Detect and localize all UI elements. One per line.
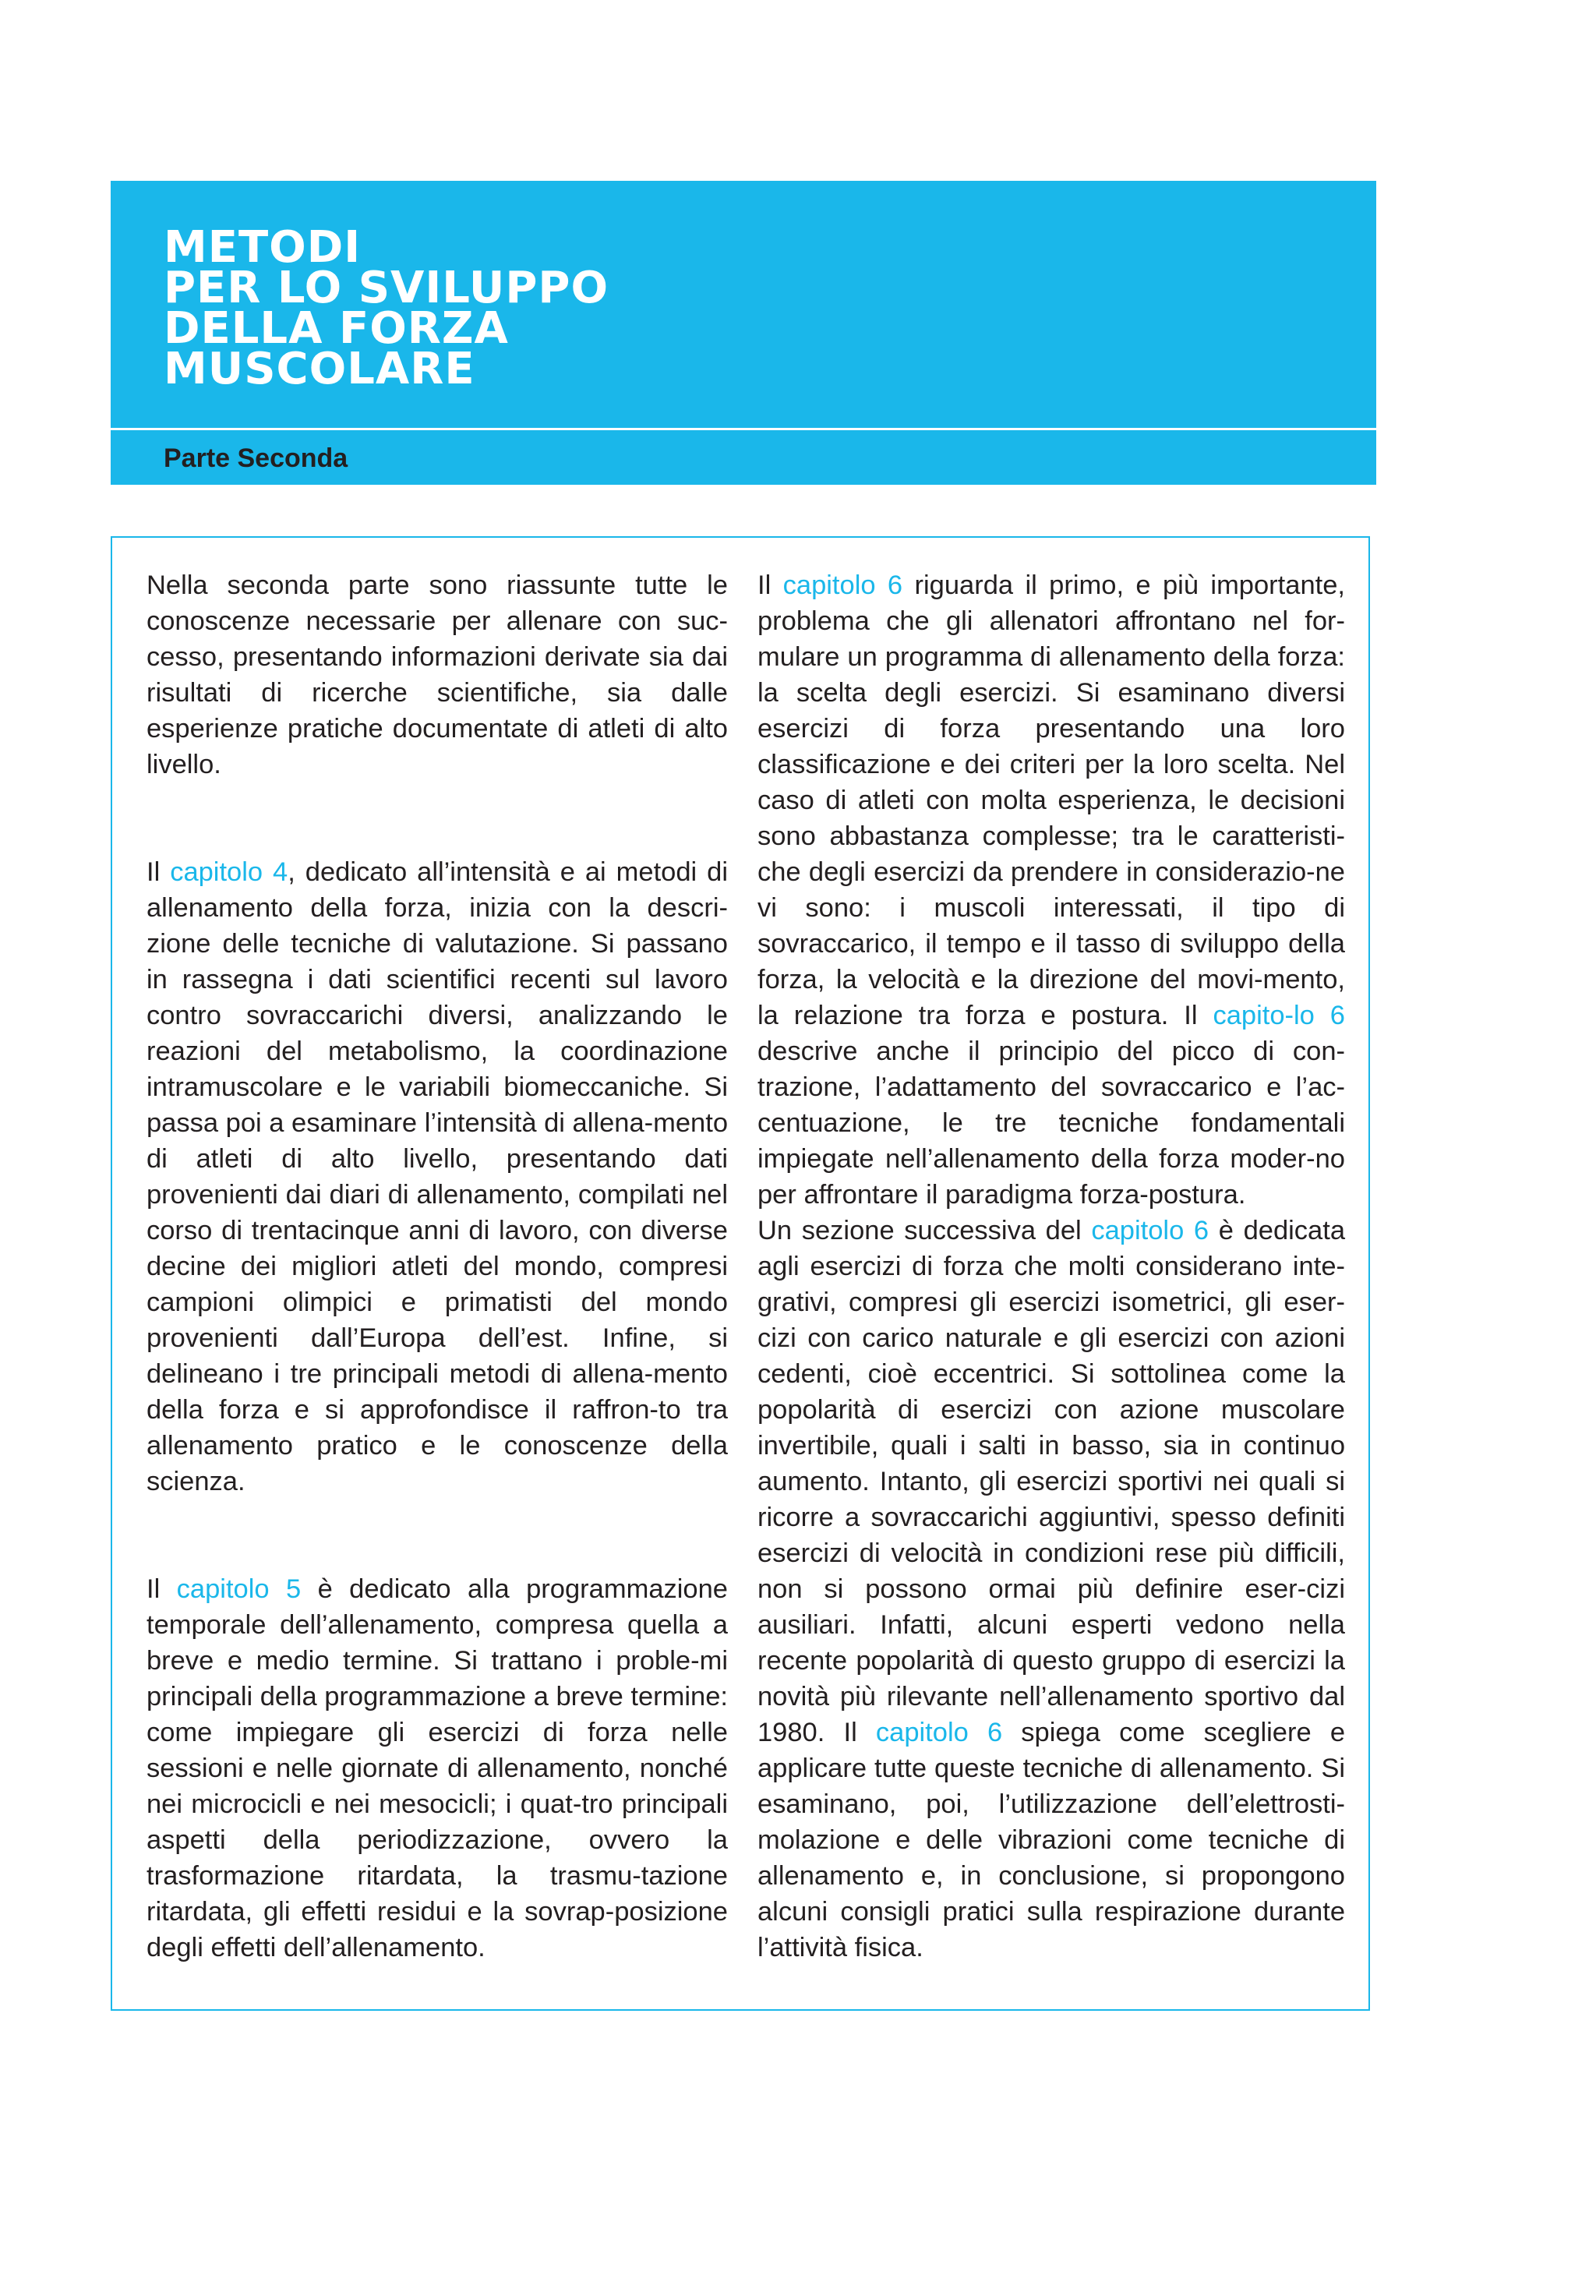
paragraph-text: è dedicata agli esercizi di forza che molti considerano inte-grativi, compresi gli esercizi isometrici, gli eser-cizi con carico naturale e gli esercizi con azioni cedenti, cioè eccentrici. Si sottolinea come la popolarità di esercizi con azione muscolare invertibile, quali i salti in basso, sia in continuo aumento. Intanto, gli esercizi sportivi nei quali si ricorre a sovraccarichi aggiuntivi, spesso definiti esercizi di velocità in condizioni rese più difficili, non si possono ormai più definire eser-cizi ausiliari. Infatti, alcuni esperti vedono nella recente popolarità di questo gruppo di esercizi la novità più rilevante nell’allenamento sportivo dal 1980. Il — [757, 1216, 1346, 1747]
intro-text-box — [111, 536, 1370, 2011]
paragraph — [147, 1571, 728, 1966]
banner-divider — [111, 428, 1376, 430]
part-title — [164, 222, 609, 394]
chapter-reference: capitolo 5 — [176, 1574, 302, 1604]
paragraph — [147, 567, 728, 782]
paragraph — [147, 854, 728, 1499]
paragraph-text: è dedicato alla programmazione temporale dell’allenamento, compresa quella a breve e medio termine. Si trattano i proble-mi principali della programmazione a breve termine: come impiegare gli esercizi di forza nelle sessioni e nelle giornate di allenamento, nonché nei microcicli e nei mesocicli; i quat-tro principali aspetti della periodizzazione, ovvero la trasformazione ritardata, la trasmu-tazione ritardata, gli effetti residui e la sovrap-posizione degli effetti dell’allenamento. — [147, 1574, 728, 1962]
chapter-reference: capitolo 6 — [1091, 1216, 1209, 1245]
part-title-line: PER LO SVILUPPO — [164, 263, 609, 313]
part-title-line: METODI — [164, 222, 362, 273]
paragraph-text: Il — [147, 1574, 177, 1604]
part-title-line: MUSCOLARE — [164, 344, 475, 394]
paragraph-text: Nella seconda parte sono riassunte tutte le conoscenze necessarie per allenare con suc-cesso, presentando informazioni derivate sia dai risultati di ricerche scientifiche, sia dalle esperienze pratiche documentate di atleti di alto livello. — [147, 570, 728, 779]
chapter-reference: capitolo 6 — [875, 1718, 1003, 1747]
right-column — [757, 567, 1345, 1966]
paragraph-text: spiega come scegliere e applicare tutte queste tecniche di allenamento. Si esaminano, poi, l’utilizzazione dell’elettrosti-molazione e delle vibrazioni come tecniche di allenamento e, in conclusione, si propongono alcuni consigli pratici sulla respirazione durante l’attività fisica. — [757, 1718, 1346, 1962]
paragraph-text: , dedicato all’intensità e ai metodi di allenamento della forza, inizia con la descri-zione delle tecniche di valutazione. Si passano in rassegna i dati scientifici recenti sul lavoro contro sovraccarichi diversi, analizzando le reazioni del metabolismo, la coordinazione intramuscolare e le variabili biomeccaniche. Si passa poi a esaminare l’intensità di allena-mento di atleti di alto livello, presentando dati provenienti dai diari di allenamento, compilati nel corso di trentacinque anni di lavoro, con diverse decine dei migliori atleti del mondo, compresi campioni olimpici e primatisti del mondo provenienti dall’Europa dell’est. Infine, si delineano i tre principali metodi di allena-mento della forza e si approfondisce il raffron-to tra allenamento pratico e le conoscenze della scienza. — [147, 857, 729, 1496]
chapter-banner — [111, 181, 1376, 485]
chapter-reference: capito-lo 6 — [1213, 1001, 1345, 1030]
paragraph — [757, 1213, 1345, 1966]
paragraph-text: riguarda il primo, e più importante, problema che gli allenatori affrontano nel for-mulare un programma di allenamento della forza: la scelta degli esercizi. Si esaminano diversi esercizi di forza presentando una loro classificazione e dei criteri per la loro scelta. Nel caso di atleti con molta esperienza, le decisioni sono abbastanza complesse; tra le caratteristi-che degli esercizi da prendere in considerazio-ne vi sono: i muscoli interessati, il tipo di sovraccarico, il tempo e il tasso di sviluppo della forza, la velocità e la direzione del movi-mento, la relazione tra forza e postura. Il — [757, 570, 1345, 1030]
paragraph — [757, 567, 1345, 1213]
paragraph-text: Un sezione successiva del — [757, 1216, 1092, 1245]
chapter-reference: capitolo 6 — [782, 570, 903, 600]
paragraph-text: Il — [147, 857, 171, 887]
left-column — [147, 567, 728, 1966]
paragraph-text: Il — [757, 570, 783, 600]
part-title-line: DELLA FORZA — [164, 303, 509, 354]
paragraph-text: descrive anche il principio del picco di con-trazione, l’adattamento del sovraccarico e l’ac-centuazione, le tre tecniche fondamentali impiegate nell’allenamento della forza moder-no per affrontare il paradigma forza-postura. — [757, 1037, 1345, 1210]
chapter-reference: capitolo 4 — [170, 857, 288, 887]
part-label: Parte Seconda — [164, 443, 348, 473]
